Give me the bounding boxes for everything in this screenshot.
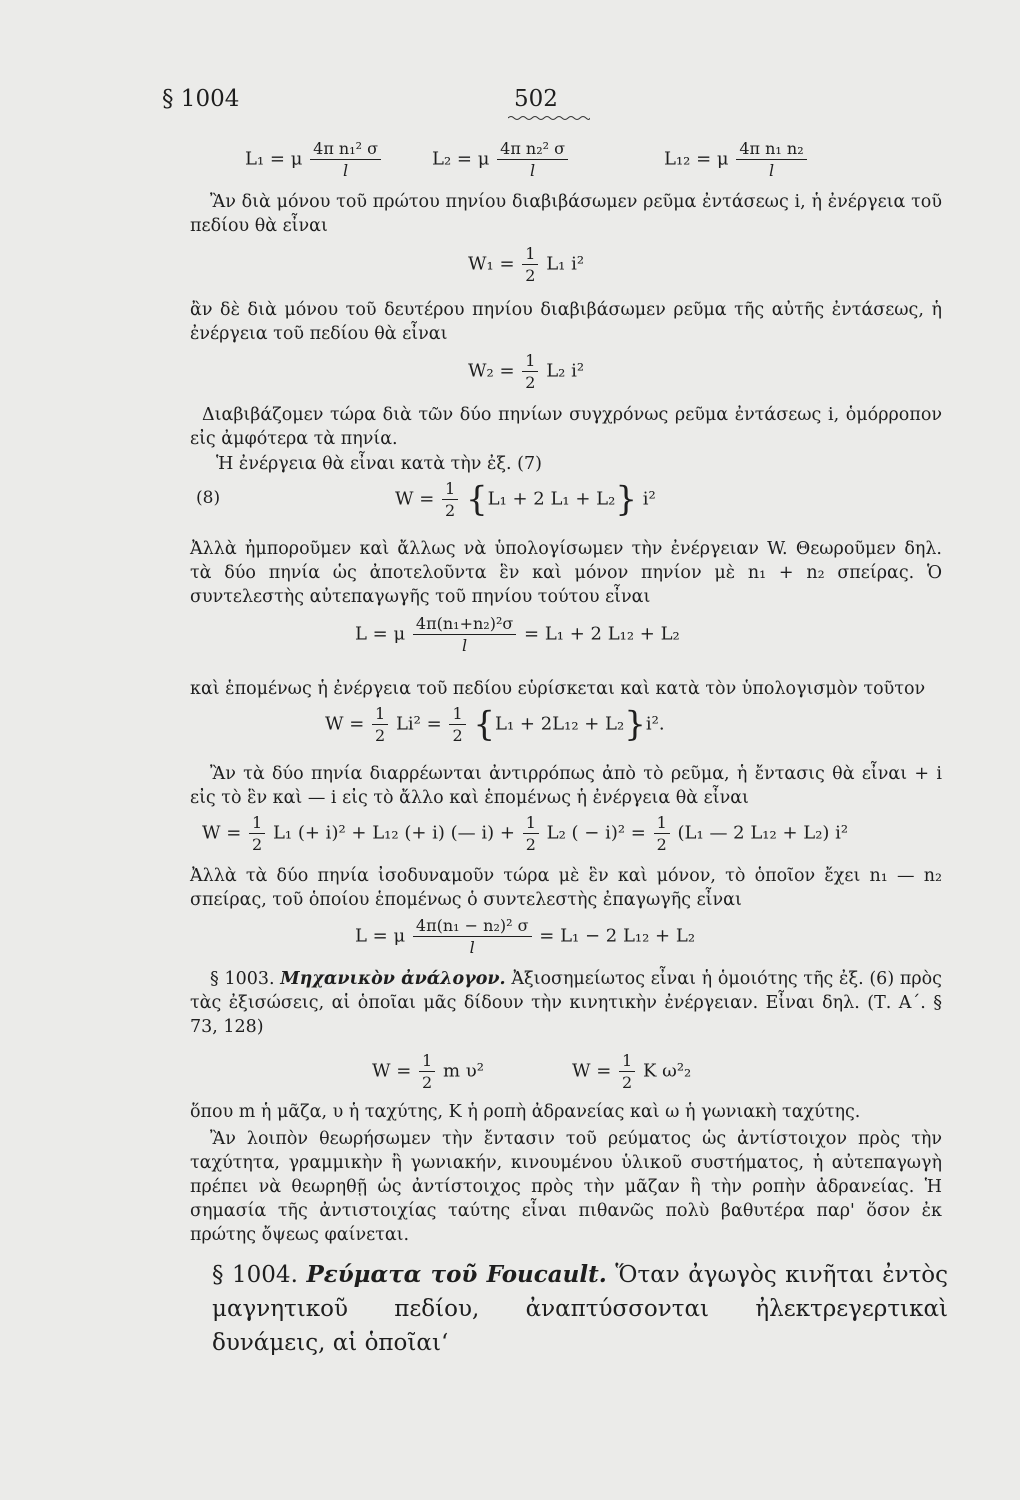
equation-W-sum: W = $\frac{1}{2}$ Li² = $\frac{1}{2}$ {L₁ + 2L₁₂ + L₂}i². bbox=[325, 704, 665, 745]
left-brace: { bbox=[465, 479, 488, 520]
equation-L2: L₂ = μ $\frac{\text{4π n₂² σ}}{l}$ bbox=[432, 138, 570, 181]
paragraph-5: Ἀλλὰ ἠμποροῦμεν καὶ ἄλλως νὰ ὑπολογίσωμεν τὴν ἐνέργειαν W. Θεωροῦμεν δηλ. τὰ δύο πηνία ὡς ἀποτελοῦντα ἓν καὶ μόνον πηνίον μὲ n₁ + n₂ σπείρας. Ὁ συντελεστὴς αὐτεπαγωγῆς τοῦ πηνίου τούτου εἶναι bbox=[190, 539, 942, 607]
paragraph-11: Ἂν λοιπὸν θεωρήσωμεν τὴν ἔντασιν τοῦ ρεύματος ὡς ἀντίστοιχον πρὸς τὴν ταχύτητα, γραμμικὴν ἢ γωνιακήν, κινουμένου ὑλικοῦ συστήματος, ἡ αὐτεπαγωγὴ πρέπει νὰ θεωρηθῇ ὡς ἀντίστοιχος πρὸς τὴν μᾶζαν ἢ τὴν ροπὴν ἀδρανείας. Ἡ σημασία τῆς ἀντιστοιχίας ταύτης εἶναι πιθανῶς πολὺ βαθυτέρα παρ' ὅσον ἐκ πρώτης ὄψεως φαίνεται. bbox=[190, 1129, 942, 1245]
equation-L12: L₁₂ = μ $\frac{\text{4π n₁ n₂}}{l}$ bbox=[664, 138, 809, 181]
equation-8: W = $\frac{1}{2}$ {L₁ + 2 L₁ + L₂} i² bbox=[395, 479, 656, 520]
section-1003-title: Μηχανικὸν ἀνάλογον. bbox=[280, 969, 506, 989]
paragraph-1: Ἂν διὰ μόνου τοῦ πρώτου πηνίου διαβιβάσωμεν ρεῦμα ἐντάσεως i, ἡ ἐνέργεια τοῦ πεδίου θὰ εἶναι bbox=[190, 192, 942, 236]
paragraph-8: Ἀλλὰ τὰ δύο πηνία ἰσοδυναμοῦν τώρα μὲ ἓν καὶ μόνον, τὸ ὁποῖον ἔχει n₁ — n₂ σπείρας, τοῦ ὁποίου ἑπομένως ὁ συντελεστὴς ἐπαγωγῆς εἶναι bbox=[190, 866, 942, 910]
paragraph-9 bbox=[190, 967, 942, 1039]
paragraph-4: Ἡ ἐνέργεια θὰ εἶναι κατὰ τὴν ἐξ. (7) bbox=[216, 454, 542, 474]
equation-rotational-energy: W = $\frac{1}{2}$ K ω²₂ bbox=[572, 1051, 692, 1092]
section-1004-title: Ρεύματα τοῦ Foucault. bbox=[306, 1261, 607, 1288]
equation-W-opposite: W = $\frac{1}{2}$ L₁ (+ i)² + L₁₂ (+ i) (— i) + $\frac{1}{2}$ L₂ ( − i)² = $\frac{1}{2}$ (L₁ — 2 L₁₂ + L₂) i² bbox=[202, 813, 849, 854]
paragraph-9-text: Ἀξιοσημείωτος εἶναι ἡ ὁμοιότης τῆς ἐξ. (6) πρὸς τὰς ἐξισώσεις, αἱ ὁποῖαι μᾶς δίδουν τὴν κινητικὴν ἐνέργειαν. Εἶναι δηλ. (Τ. Α΄. § 73, 128) bbox=[190, 969, 942, 1037]
page-number: 502 bbox=[514, 86, 558, 112]
paragraph-10: ὅπου m ἡ μᾶζα, υ ἡ ταχύτης, K ἡ ροπὴ ἀδρανείας καὶ ω ἡ γωνιακὴ ταχύτης. bbox=[190, 1102, 861, 1122]
paragraph-3: Διαβιβάζομεν τώρα διὰ τῶν δύο πηνίων συγχρόνως ρεῦμα ἐντάσεως i, ὁμόρροπον εἰς ἀμφότερα τὰ πηνία. bbox=[190, 405, 942, 449]
right-brace: } bbox=[615, 479, 637, 520]
equation-number-8: (8) bbox=[196, 488, 221, 508]
equation-L1: L₁ = μ $\frac{\text{4π n₁² σ}}{l}$ bbox=[245, 138, 383, 181]
equation-kinetic-energy: W = $\frac{1}{2}$ m υ² bbox=[372, 1051, 484, 1092]
page-number-underline bbox=[508, 115, 590, 121]
section-1004-number: § 1004. bbox=[212, 1262, 298, 1288]
equation-L-sum: L = μ $\frac{\text{4π(n₁+n₂)²σ}}{l}$ = L₁ + 2 L₁₂ + L₂ bbox=[355, 614, 680, 655]
equation-W2: W₂ = $\frac{1}{2}$ L₂ i² bbox=[468, 351, 585, 392]
paragraph-7: Ἂν τὰ δύο πηνία διαρρέωνται ἀντιρρόπως ἀπὸ τὸ ρεῦμα, ἡ ἔντασις θὰ εἶναι + i εἰς τὸ ἓν καὶ — i εἰς τὸ ἄλλο καὶ ἑπομένως ἡ ἐνέργεια θὰ εἶναι bbox=[190, 764, 942, 808]
section-1003-number: § 1003. bbox=[210, 969, 275, 989]
paragraph-12-text: Ὅταν ἀγωγὸς κινῆται ἐντὸς μαγνητικοῦ πεδίου, ἀναπτύσσονται ἠλεκτρεγερτικαὶ δυνάμεις, αἱ ὁποῖαι‘ bbox=[212, 1262, 949, 1356]
paragraph-12 bbox=[212, 1258, 948, 1360]
equation-W1: W₁ = $\frac{1}{2}$ L₁ i² bbox=[468, 244, 585, 285]
equation-L-diff: L = μ $\frac{\text{4π(n₁ − n₂)² σ}}{l}$ = L₁ − 2 L₁₂ + L₂ bbox=[355, 916, 696, 957]
section-header: § 1004 bbox=[162, 86, 240, 112]
paragraph-6: καὶ ἑπομένως ἡ ἐνέργεια τοῦ πεδίου εὑρίσκεται καὶ κατὰ τὸν ὑπολογισμὸν τοῦτον bbox=[190, 679, 926, 699]
paragraph-2: ἂν δὲ διὰ μόνου τοῦ δευτέρου πηνίου διαβιβάσωμεν ρεῦμα τῆς αὐτῆς ἐντάσεως, ἡ ἐνέργεια τοῦ πεδίου θὰ εἶναι bbox=[190, 300, 942, 344]
